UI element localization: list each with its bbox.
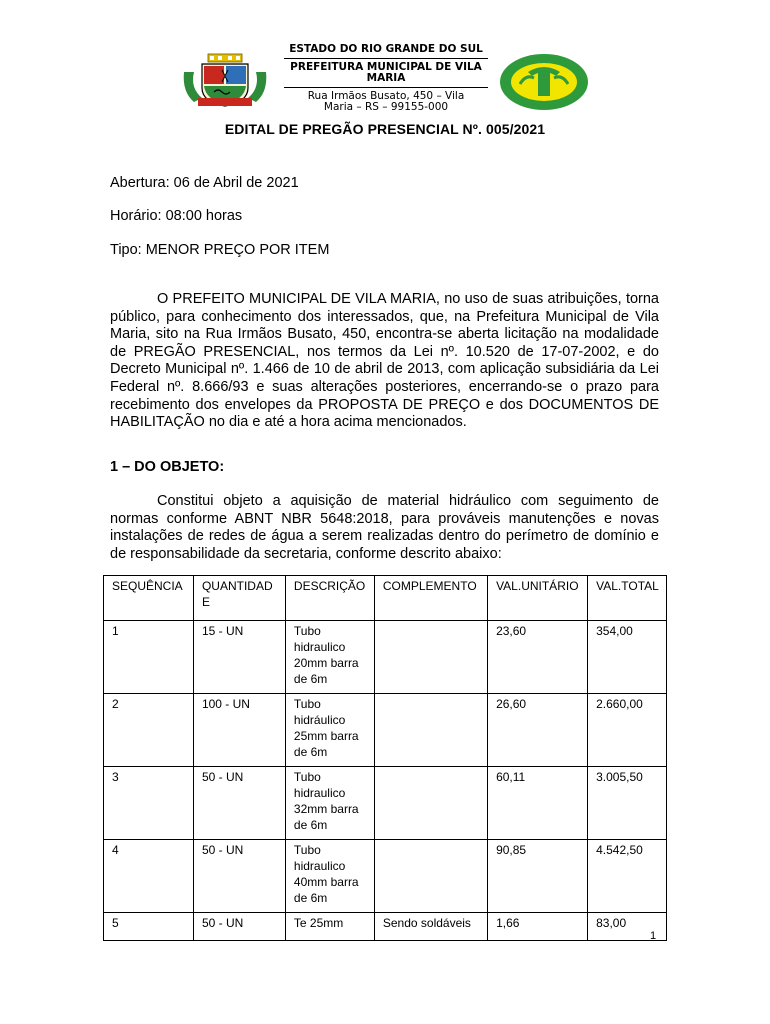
cell-complemento: [374, 767, 487, 840]
cell-sequencia: 1: [104, 621, 194, 694]
cell-sequencia: 2: [104, 694, 194, 767]
cell-val-total: 3.005,50: [588, 767, 667, 840]
cell-val-total: 2.660,00: [588, 694, 667, 767]
cell-complemento: [374, 621, 487, 694]
table-row: [104, 694, 667, 767]
header-val-unitario: VAL.UNITÁRIO: [488, 576, 588, 621]
cell-quantidade: 50 - UN: [193, 840, 285, 913]
horario-line: Horário: 08:00 horas: [110, 208, 243, 224]
table-row: [104, 913, 667, 941]
header-quantidade: QUANTIDADE: [193, 576, 285, 621]
cell-quantidade: 50 - UN: [193, 767, 285, 840]
cell-descricao: Te 25mm: [285, 913, 374, 941]
document-title: EDITAL DE PREGÃO PRESENCIAL Nº. 005/2021: [224, 121, 546, 137]
prefeitura-name: PREFEITURA MUNICIPAL DE VILA MARIA: [290, 61, 482, 84]
cell-complemento: [374, 840, 487, 913]
table-row: [104, 767, 667, 840]
letterhead-divider: [284, 87, 488, 88]
header-sequencia: SEQUÊNCIA: [104, 576, 194, 621]
address-line-1: Rua Irmãos Busato, 450 – Vila: [307, 90, 465, 102]
cell-val-total: 83,00: [588, 913, 667, 941]
table-row: [104, 621, 667, 694]
cell-descricao: Tubo hidráulico 25mm barra de 6m: [285, 694, 374, 767]
cell-descricao: Tubo hidraulico 32mm barra de 6m: [285, 767, 374, 840]
cell-val-total: 4.542,50: [588, 840, 667, 913]
cell-val-unitario: 23,60: [488, 621, 588, 694]
cell-quantidade: 100 - UN: [193, 694, 285, 767]
items-table: [103, 575, 667, 941]
table-row: [104, 840, 667, 913]
cell-descricao: Tubo hidraulico 20mm barra de 6m: [285, 621, 374, 694]
abertura-line: Abertura: 06 de Abril de 2021: [110, 175, 299, 191]
cell-sequencia: 4: [104, 840, 194, 913]
cell-quantidade: 50 - UN: [193, 913, 285, 941]
table-header-row: [104, 576, 667, 621]
ecopoint-logo: [498, 52, 590, 112]
cell-val-unitario: 90,85: [488, 840, 588, 913]
cell-sequencia: 3: [104, 767, 194, 840]
cell-complemento: Sendo soldáveis: [374, 913, 487, 941]
letterhead-text: [276, 44, 496, 113]
intro-paragraph: O PREFEITO MUNICIPAL DE VILA MARIA, no uso de suas atribuições, torna público, para conhecimento dos interessados, que, na Prefeitura Municipal de Vila Maria, sito na Rua Irmãos Busato, 450, encontra-se aberta licitação na modalidade de PREGÃO PRESENCIAL, nos termos da Lei nº. 10.520 de 17-07-2002, e do Decreto Municipal nº. 1.466 de 10 de abril de 2013, com aplicação subsidiária da Lei Federal nº. 8.666/93 e suas alterações posteriores, encerrando-se o prazo para recebimento dos envelopes da PROPOSTA DE PREÇO e dos DOCUMENTOS DE HABILITAÇÃO no dia e até a hora acima mencionados.: [110, 291, 659, 431]
cell-val-total: 354,00: [588, 621, 667, 694]
state-name: ESTADO DO RIO GRANDE DO SUL: [289, 43, 483, 55]
cell-val-unitario: 1,66: [488, 913, 588, 941]
header-descricao: DESCRIÇÃO: [285, 576, 374, 621]
page-number: 1: [650, 930, 657, 942]
letterhead-divider: [284, 58, 488, 59]
tipo-line: Tipo: MENOR PREÇO POR ITEM: [110, 242, 330, 258]
cell-val-unitario: 26,60: [488, 694, 588, 767]
header-val-total: VAL.TOTAL: [588, 576, 667, 621]
cell-complemento: [374, 694, 487, 767]
section-heading-objeto: 1 – DO OBJETO:: [110, 459, 225, 475]
municipal-crest-logo: [180, 52, 270, 108]
header-complemento: COMPLEMENTO: [374, 576, 487, 621]
cell-descricao: Tubo hidraulico 40mm barra de 6m: [285, 840, 374, 913]
address-line-2: Maria – RS – 99155-000: [323, 101, 449, 113]
cell-sequencia: 5: [104, 913, 194, 941]
cell-quantidade: 15 - UN: [193, 621, 285, 694]
objeto-paragraph: Constitui objeto a aquisição de material hidráulico com seguimento de normas conforme ABNT NBR 5648:2018, para prováveis manutenções e novas instalações de redes de água a serem realizadas dentro do perímetro de domínio e de responsabilidade da secretaria, conforme descrito abaixo:: [110, 493, 659, 562]
cell-val-unitario: 60,11: [488, 767, 588, 840]
